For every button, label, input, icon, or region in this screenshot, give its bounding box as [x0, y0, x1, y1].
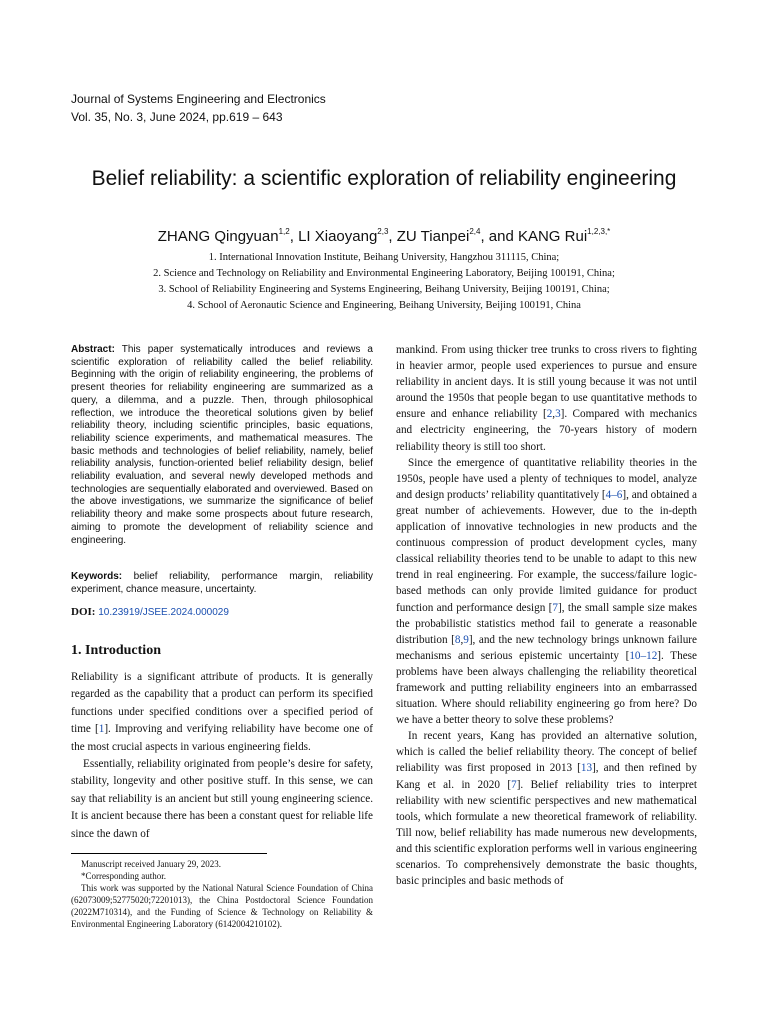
- abstract-text: This paper systematically introduces and reviews a scientific exploration of reliability called the belief reliability. Beginning with the origin of reliability engineering, the problems of present theories for reliability engineering are summarized as a query, a dilemma, and a puzzle. Then, through philosophical reflection, we introduce the theoretical solutions given by belief reliability theory, including scientific principles, basic equations, reliability science experiments, and mathematical measures. The basic methods and technologies of belief reliability, namely, belief reliability analysis, function-oriented belief reliability design, belief reliability evaluation, and several newly developed methods and technologies are sequentially elaborated and overviewed. Based on the above investigations, we summarize the significance of belief reliability theory and make some prospects about future research, aiming to promote the development of reliability science and engineering.: [71, 344, 373, 546]
- citation-link[interactable]: 4–6: [605, 488, 623, 501]
- paragraph-text: Essentially, reliability originated from people’s desire for safety, stability, longevity and other positive stuff. In this sense, we can say that reliability is an ancient but still young engineering science. It is ancient because there has been a constant quest for reliable life since the dawn of: [71, 758, 373, 840]
- body-text-left-column: [71, 669, 373, 843]
- author-name: ZHANG Qingyuan: [157, 228, 279, 245]
- affiliation-line: 4. School of Aeronautic Science and Engineering, Beihang University, Beijing 100191, China: [187, 300, 581, 311]
- paragraph-text: ]. Belief reliability tries to interpret reliability with new scientific perspectives and new mathematical tools, which formulate a new theoretical framework of reliability. Till now, belief reliability has made numerous new developments, and this scientific exploration performs well in various engineering scenarios. To comprehensively demonstrate the basic thoughts, basic principles and basic methods of: [396, 778, 697, 888]
- author-affiliation-marker: 2,3: [377, 227, 389, 236]
- author-name: ZU Tianpei: [396, 228, 470, 245]
- paragraph-text: ], the small sample size makes the probabilistic statistics method fail to generate a reasonable distribution [: [396, 601, 697, 646]
- author-name: LI Xiaoyang: [298, 228, 378, 245]
- paragraph-text: ], and the new technology brings unknown failure mechanisms and serious epistemic uncertainty [: [396, 633, 697, 662]
- paragraph-text: ,: [460, 633, 464, 646]
- author-separator: ,: [388, 228, 397, 245]
- journal-name: Journal of Systems Engineering and Electronics: [71, 92, 326, 106]
- body-text-right-column: [396, 342, 697, 889]
- paragraph-text: In recent years, Kang has provided an alternative solution, which is called the belief reliability theory. The concept of belief reliability was first proposed in 2013 [: [396, 730, 697, 775]
- author-affiliation-marker: 2,4: [469, 227, 481, 236]
- citation-link[interactable]: 8: [454, 633, 461, 646]
- keywords-label: Keywords:: [71, 571, 123, 582]
- footnotes: [71, 858, 373, 930]
- doi: [71, 606, 373, 618]
- citation-link[interactable]: 7: [511, 778, 517, 791]
- citation-link[interactable]: 10–12: [629, 649, 658, 662]
- body-paragraph: [396, 342, 697, 455]
- paragraph-text: ], and obtained a great number of achievements. However, due to the in-depth application of innovative technologies in new products and the continuous compression of product development cycles, many classical reliability theories tend to be unable to adapt to this new trend in real engineering. For example, the success/failure logic-based methods can only provide limited guidance for product function and performance design [: [396, 488, 697, 614]
- affiliation-line: 1. International Innovation Institute, Beihang University, Hangzhou 311115, China;: [208, 252, 560, 263]
- body-paragraph: [71, 669, 373, 756]
- paragraph-text: mankind. From using thicker tree trunks to cross rivers to fighting in heavier armor, people used experiences to pursue and ensure reliability in ancient days. It is still young because it was not until around the 1950s that people began to use quantitative methods to ensure and enhance reliability [: [396, 344, 697, 421]
- paper-title: Belief reliability: a scientific exploration of reliability engineering: [91, 167, 677, 190]
- author-separator: ,: [289, 228, 299, 245]
- citation-link[interactable]: 7: [552, 601, 558, 614]
- paragraph-text: ]. Improving and verifying reliability have become one of the most crucial aspects in various engineering fields.: [71, 723, 373, 753]
- author-name: KANG Rui: [517, 228, 588, 245]
- body-paragraph: [71, 756, 373, 843]
- footnote: This work was supported by the National Natural Science Foundation of China (62073009;52775020;72201013), the China Postdoctoral Science Foundation (2022M710314), and the Funding of Science & Technology on Reliability & Environmental Engineering Laboratory (6142004210102).: [71, 883, 373, 929]
- paragraph-text: ]. Compared with mechanics and electricity engineering, the 70-years history of modern reliability theory is still too short.: [396, 408, 697, 453]
- author-separator: , and: [480, 228, 518, 245]
- paragraph-text: Since the emergence of quantitative reliability theories in the 1950s, people have used a plenty of techniques to model, analyze and design products’ reliability quantitatively [: [396, 456, 697, 501]
- citation-link[interactable]: 1: [98, 723, 105, 736]
- paragraph-text: ]. These problems have been always challenging the reliability theoretical framework and putting reliability engineers into an embarrassed situation. Where should reliability engineering go from here? Do we have a better theory to solve these problems?: [396, 649, 697, 727]
- keywords-text: belief reliability, performance margin, reliability experiment, chance measure, uncertainty.: [71, 571, 373, 595]
- doi-link[interactable]: 10.23919/JSEE.2024.000029: [98, 607, 229, 618]
- section-heading: 1. Introduction: [71, 643, 161, 658]
- affiliation-line: 3. School of Reliability Engineering and Systems Engineering, Beihang University, Beijing 100191, China;: [158, 284, 610, 295]
- affiliation-line: 2. Science and Technology on Reliability and Environmental Engineering Laboratory, Beijing 100191, China;: [153, 268, 615, 279]
- affiliation-list: [0, 250, 768, 314]
- author-list: [0, 227, 768, 245]
- author-affiliation-marker: 1,2: [278, 227, 290, 236]
- abstract: [71, 344, 373, 547]
- abstract-label: Abstract:: [71, 344, 115, 355]
- body-paragraph: [396, 455, 697, 729]
- doi-label: DOI:: [71, 606, 96, 618]
- author-affiliation-marker: 1,2,3,*: [587, 227, 611, 236]
- journal-header: [71, 90, 326, 126]
- issue-line: Vol. 35, No. 3, June 2024, pp.619 – 643: [71, 110, 283, 124]
- body-paragraph: [396, 728, 697, 889]
- footnote: *Corresponding author.: [81, 871, 166, 881]
- footnote-divider: [71, 853, 267, 854]
- paragraph-text: ,: [552, 408, 556, 421]
- citation-link[interactable]: 13: [580, 762, 593, 775]
- keywords: [71, 571, 373, 596]
- paragraph-text: Reliability is a significant attribute of products. It is generally regarded as the capability that a product can perform its specified functions under specified conditions over a specified period of time [: [71, 671, 373, 736]
- citation-link[interactable]: 2: [546, 408, 553, 421]
- paragraph-text: ], and then refined by Kang et al. in 2020 [: [396, 762, 697, 791]
- citation-link[interactable]: 9: [463, 633, 469, 646]
- footnote: Manuscript received January 29, 2023.: [81, 859, 221, 869]
- citation-link[interactable]: 3: [555, 408, 561, 421]
